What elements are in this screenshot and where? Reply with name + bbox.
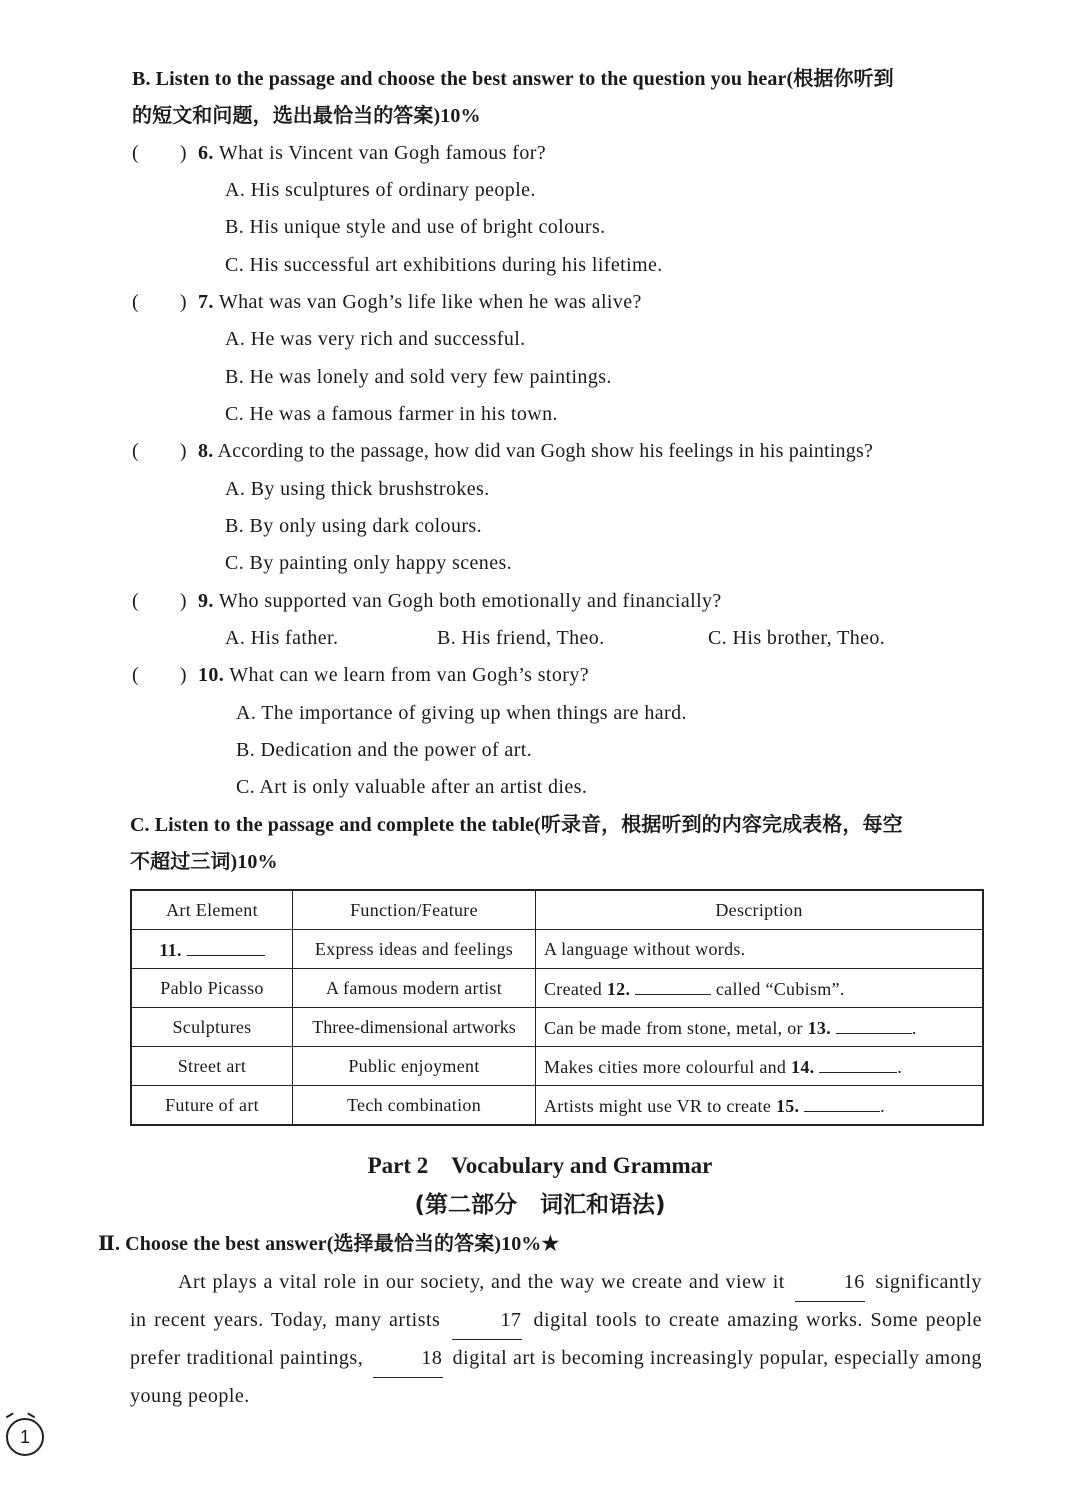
gap-17[interactable]: 17 <box>452 1302 522 1340</box>
table-cell <box>536 969 984 1008</box>
blank-number: 15. <box>775 1096 800 1116</box>
table-header: Art Element <box>131 890 293 930</box>
answer-blank-10[interactable]: ( ) <box>132 664 187 686</box>
question-text: What is Vincent van Gogh famous for? <box>218 142 547 164</box>
option-6a[interactable]: A. His sculptures of ordinary people. <box>225 179 536 201</box>
paragraph-text: digital tools to create amazing works. Some people prefer traditional paintings, <box>130 1309 982 1369</box>
question-10 <box>198 662 589 688</box>
section-ii-heading: Ⅱ. Choose the best answer(选择最恰当的答案)10%★ <box>98 1233 560 1255</box>
question-9 <box>198 588 722 614</box>
question-text: What can we learn from van Gogh’s story? <box>229 664 590 686</box>
paragraph-text: Art plays a vital role in our society, and the way we create and view it <box>178 1271 792 1293</box>
option-7c[interactable]: C. He was a famous farmer in his town. <box>225 403 558 425</box>
section-b-heading-line1: B. Listen to the passage and choose the best answer to the question you hear(根据你听到 <box>132 68 894 90</box>
option-7b[interactable]: B. He was lonely and sold very few paintings. <box>225 366 612 388</box>
option-9b[interactable]: B. His friend, Theo. <box>437 627 605 649</box>
paragraph-text: digital art is becoming increasingly popular, especially among young people. <box>130 1347 982 1407</box>
table-row <box>131 1047 983 1086</box>
table-cell <box>536 1047 984 1086</box>
part-2-subtitle: (第二部分 词汇和语法) <box>414 1192 666 1218</box>
cell-text: called “Cubism”. <box>711 979 845 999</box>
cell-text: . <box>897 1057 903 1077</box>
section-c-heading-line1: C. Listen to the passage and complete the table(听录音，根据听到的内容完成表格，每空 <box>130 814 903 836</box>
table-cell: Tech combination <box>293 1086 536 1126</box>
table-cell: Future of art <box>131 1086 293 1126</box>
option-10a[interactable]: A. The importance of giving up when things are hard. <box>236 702 687 724</box>
question-number: 8. <box>198 440 214 462</box>
answer-blank-7[interactable]: ( ) <box>132 291 187 313</box>
option-6b[interactable]: B. His unique style and use of bright colours. <box>225 216 606 238</box>
cell-text: Makes cities more colourful and <box>544 1057 792 1077</box>
option-10b[interactable]: B. Dedication and the power of art. <box>236 739 533 761</box>
art-table <box>130 889 984 1126</box>
section-b-heading-line2: 的短文和问题，选出最恰当的答案)10% <box>132 105 481 127</box>
option-6c[interactable]: C. His successful art exhibitions during his lifetime. <box>225 254 663 276</box>
question-number: 10. <box>198 664 225 686</box>
question-text: What was van Gogh’s life like when he was alive? <box>218 291 642 313</box>
table-cell: Express ideas and feelings <box>293 930 536 969</box>
table-row <box>131 1086 983 1126</box>
cell-text: . <box>911 1018 917 1038</box>
cell-text: Artists might use VR to create <box>544 1096 776 1116</box>
answer-blank-11[interactable] <box>187 937 265 956</box>
table-cell: Sculptures <box>131 1008 293 1047</box>
table-row <box>131 930 983 969</box>
option-9c[interactable]: C. His brother, Theo. <box>708 627 886 649</box>
answer-blank-13[interactable] <box>836 1015 912 1034</box>
table-cell: A language without words. <box>536 930 984 969</box>
blank-number: 12. <box>606 979 631 999</box>
option-10c[interactable]: C. Art is only valuable after an artist dies. <box>236 776 588 798</box>
table-row <box>131 1008 983 1047</box>
question-number: 6. <box>198 142 214 164</box>
table-row <box>131 969 983 1008</box>
answer-blank-9[interactable]: ( ) <box>132 590 187 612</box>
answer-blank-14[interactable] <box>819 1054 897 1073</box>
section-c-heading-line2: 不超过三词)10% <box>130 851 278 873</box>
answer-blank-8[interactable]: ( ) <box>132 440 187 462</box>
table-cell: Pablo Picasso <box>131 969 293 1008</box>
option-8a[interactable]: A. By using thick brushstrokes. <box>225 478 490 500</box>
cell-text: Can be made from stone, metal, or <box>544 1018 808 1038</box>
option-9a[interactable]: A. His father. <box>225 627 339 649</box>
table-cell: Three-dimensional artworks <box>293 1008 536 1047</box>
table-header: Description <box>536 890 984 930</box>
table-cell <box>536 1008 984 1047</box>
question-text: Who supported van Gogh both emotionally and financially? <box>218 590 722 612</box>
cell-text: Created <box>544 979 607 999</box>
question-number: 7. <box>198 291 214 313</box>
option-8c[interactable]: C. By painting only happy scenes. <box>225 552 513 574</box>
paragraph-text: significantly in recent years. Today, many artists <box>130 1271 982 1331</box>
gap-16[interactable]: 16 <box>795 1264 865 1302</box>
question-number: 9. <box>198 590 214 612</box>
blank-number: 13. <box>807 1018 832 1038</box>
cloze-paragraph <box>130 1264 982 1415</box>
answer-blank-15[interactable] <box>804 1093 880 1112</box>
question-text: According to the passage, how did van Gogh show his feelings in his paintings? <box>217 440 874 462</box>
table-cell <box>131 930 293 969</box>
table-cell: Public enjoyment <box>293 1047 536 1086</box>
question-6 <box>198 140 546 166</box>
page-number: 1 <box>6 1418 44 1456</box>
answer-blank-12[interactable] <box>635 976 711 995</box>
cell-text: . <box>880 1096 885 1116</box>
table-cell: A famous modern artist <box>293 969 536 1008</box>
blank-number: 11. <box>159 940 182 960</box>
question-8 <box>198 438 873 464</box>
table-cell <box>536 1086 984 1126</box>
option-8b[interactable]: B. By only using dark colours. <box>225 515 482 537</box>
table-header-row <box>131 890 983 930</box>
answer-blank-6[interactable]: ( ) <box>132 142 187 164</box>
part-2-title: Part 2 Vocabulary and Grammar <box>367 1153 713 1178</box>
table-header: Function/Feature <box>293 890 536 930</box>
gap-18[interactable]: 18 <box>373 1340 443 1378</box>
option-7a[interactable]: A. He was very rich and successful. <box>225 328 526 350</box>
table-cell: Street art <box>131 1047 293 1086</box>
question-7 <box>198 289 642 315</box>
blank-number: 14. <box>791 1057 815 1077</box>
